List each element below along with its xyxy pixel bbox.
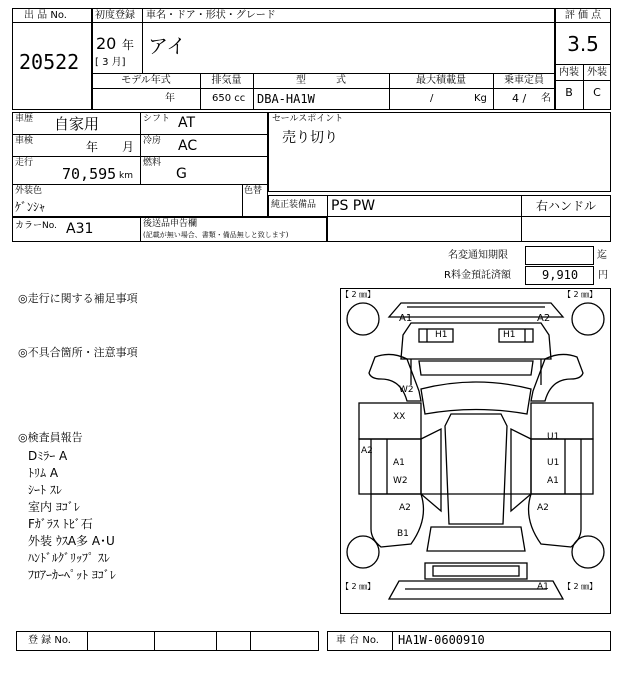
load-slash: / (430, 93, 434, 104)
rear-window-shape (427, 527, 525, 551)
recycle-value: 9,910 (542, 268, 579, 282)
interior-label: 内装 (559, 67, 579, 78)
inspector-item: ﾌﾛｱｰｶｰﾍﾟｯﾄ ﾖｺﾞﾚ (28, 568, 116, 582)
name-change-unit: 迄 (597, 250, 607, 261)
inspector-report-list (28, 447, 116, 583)
mark-left-quarter: A2 (399, 503, 411, 513)
mileage-value: 70,595 (62, 165, 117, 183)
recycle-unit: 円 (598, 270, 608, 281)
model-year-unit: 年 (165, 93, 175, 104)
after-docs-note: (記載が無い場合、書類・備品無しと致します) (143, 231, 289, 239)
mark-left-front-door: A1 (393, 458, 405, 468)
tire-front-left-icon (347, 303, 379, 335)
roof-shape (445, 414, 507, 524)
name-change-label: 名変通知期限 (448, 250, 508, 261)
handle-value: 右ハンドル (535, 199, 596, 213)
shift-value: AT (178, 115, 196, 131)
inspector-item: 外装 ｳｽA多 A･U (28, 534, 115, 548)
color-no-value: A31 (66, 221, 94, 237)
color-change-label: 色替 (244, 186, 263, 196)
chassis-no-value: HA1W-0600910 (398, 633, 485, 647)
tire-label-rear-right: 【 2 ㎜】 (563, 582, 598, 591)
load-unit: Kg (474, 93, 487, 104)
mark-right-front-door-top: U1 (547, 432, 560, 442)
ac-label: 冷房 (143, 136, 162, 146)
mark-right-rear-door: A1 (547, 476, 559, 486)
max-load-label: 最大積載量 (416, 75, 466, 86)
mark-front-bumper-right: A2 (537, 313, 551, 324)
mark-left-rear-door: W2 (393, 476, 408, 486)
options-label: 純正装備品 (271, 200, 317, 210)
inspector-item: Dﾐﾗｰ A (28, 449, 68, 463)
displacement-value: 650 cc (212, 93, 246, 104)
windshield-shape (421, 382, 531, 414)
inspection-year: 年 (86, 140, 99, 154)
history-label: 車歴 (15, 114, 34, 124)
mark-left-fender: W2 (399, 385, 414, 395)
mark-headlight-left: H1 (435, 330, 448, 340)
sales-point-value: 売り切り (282, 130, 338, 146)
capacity-unit: 名 (541, 93, 551, 104)
exterior-label: 外装 (587, 67, 607, 78)
lot-number: 20522 (19, 50, 80, 74)
color-label: 外装色 (15, 186, 43, 196)
grade-value: 3.5 (567, 32, 599, 56)
exterior-grade: C (593, 86, 601, 99)
mark-right-quarter: A2 (537, 503, 549, 513)
color-no-label: カラーNo. (15, 221, 57, 231)
capacity-label: 乗車定員 (504, 75, 544, 86)
inspector-item: ﾄﾘﾑ A (28, 466, 59, 480)
car-diagram (340, 288, 611, 614)
first-reg-year-unit: 年 (122, 38, 135, 52)
inspector-item: ｼｰﾄ ｽﾚ (28, 483, 62, 497)
inspector-item: Fｶﾞﾗｽ ﾄﾋﾞ石 (28, 517, 93, 531)
car-name: アイ (148, 34, 187, 58)
first-reg-year: 20 (96, 34, 117, 53)
tire-label-front-right: 【 2 ㎜】 (563, 290, 598, 299)
car-diagram-svg (341, 289, 610, 613)
right-fender-shape (531, 354, 583, 401)
fuel-value: G (176, 166, 187, 182)
model-code: DBA-HA1W (257, 92, 315, 106)
ac-value: AC (178, 138, 198, 154)
model-year-label: モデル年式 (121, 75, 171, 86)
driving-notes-label: ◎走行に関する補足事項 (18, 292, 138, 305)
fuel-label: 燃料 (143, 158, 162, 168)
capacity-value: 4 / (512, 92, 527, 105)
inspector-report-label: ◎検査員報告 (18, 431, 83, 444)
options-value: PS PW (331, 198, 376, 214)
lot-number-label: 出 品 No. (24, 10, 67, 21)
first-reg-month: [ 3 月] (95, 57, 126, 68)
mark-front-bumper-left: A1 (399, 313, 413, 324)
inspection-month: 月 (122, 140, 135, 154)
first-reg-label: 初度登録 (95, 10, 135, 21)
interior-grade: B (565, 86, 573, 99)
name-change-box (525, 246, 594, 265)
inspection-label: 車検 (15, 136, 34, 146)
mark-rear-bumper: A1 (537, 582, 549, 592)
vehicle-label: 車名・ドア・形状・グレード (146, 10, 276, 21)
recycle-label: R料金預託済額 (444, 270, 511, 281)
shift-label: シフト (143, 114, 171, 124)
mark-right-front-door: U1 (547, 458, 560, 468)
inspector-item: 室内 ﾖｺﾞﾚ (28, 500, 80, 514)
tire-front-right-icon (572, 303, 604, 335)
sales-point-label: セールスポイント (272, 114, 344, 124)
mark-left-side: A2 (361, 446, 373, 456)
inspector-item: ﾊﾝﾄﾞﾙｸﾞﾘｯﾌﾟ ｽﾚ (28, 551, 110, 565)
mileage-label: 走行 (15, 158, 34, 168)
mileage-unit: km (119, 171, 133, 181)
grade-label: 評 価 点 (564, 10, 602, 21)
reg-no-label: 登 録 No. (28, 635, 71, 646)
mark-headlight-right: H1 (503, 330, 516, 340)
defect-notes-label: ◎不具合箇所・注意事項 (18, 346, 138, 359)
tire-label-rear-left: 【 2 ㎜】 (341, 582, 376, 591)
extra-box (327, 217, 611, 242)
color-value: ｹﾞﾝｼｬ (15, 200, 46, 214)
history-value: 自家用 (54, 115, 100, 133)
displacement-label: 排気量 (211, 75, 242, 86)
after-docs-label: 後送品申告欄 (143, 219, 198, 229)
mark-left-rear: B1 (397, 529, 409, 539)
chassis-no-label: 車 台 No. (336, 635, 379, 646)
sales-point-box (268, 112, 611, 192)
tire-label-front-left: 【 2 ㎜】 (341, 290, 376, 299)
mark-left-front-door-top: XX (393, 412, 406, 422)
type-label: 型 式 (296, 75, 346, 86)
